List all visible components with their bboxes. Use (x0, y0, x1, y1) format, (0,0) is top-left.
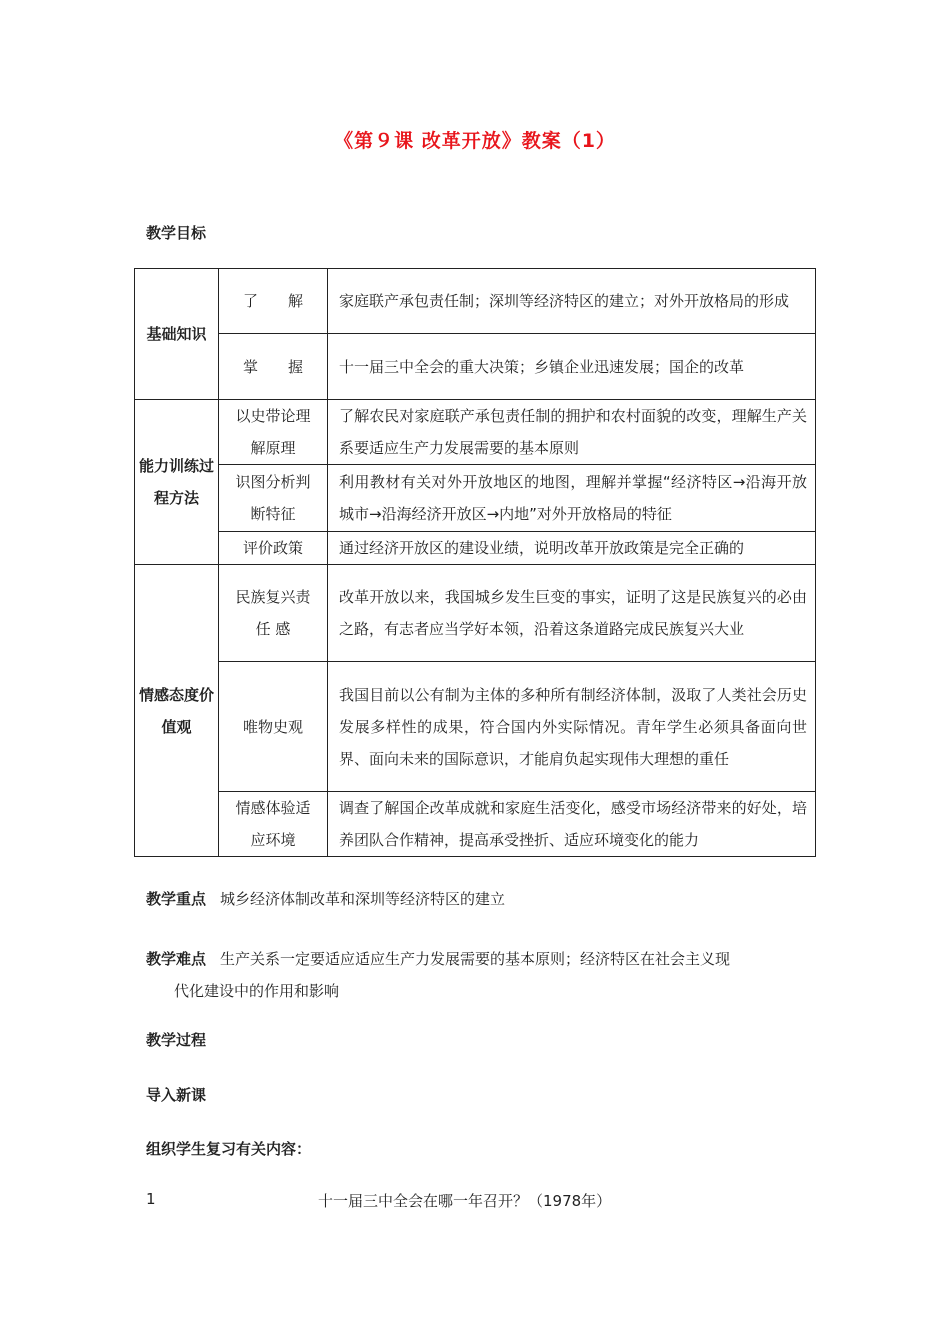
table-row (135, 334, 816, 400)
table-row (135, 792, 816, 857)
content-cell: 了解农民对家庭联产承包责任制的拥护和农村面貌的改变，理解生产关系要适应生产力发展需要的基本原则 (328, 400, 816, 465)
content-cell: 家庭联产承包责任制；深圳等经济特区的建立；对外开放格局的形成 (328, 269, 816, 334)
key-points (146, 888, 505, 909)
difficulties-text: 生产关系一定要适应适应生产力发展需要的基本原则；经济特区在社会主义现 (220, 950, 731, 968)
process-heading: 教学过程 (146, 1031, 207, 1049)
subcategory-cell: 了 解 (219, 269, 328, 334)
question-number: 1 (146, 1190, 156, 1208)
subcategory-cell: 以史带论理解原理 (219, 400, 328, 465)
key-points-label: 教学重点 (146, 890, 207, 908)
content-cell: 改革开放以来，我国城乡发生巨变的事实，证明了这是民族复兴的必由之路，有志者应当学好本领，沿着这条道路完成民族复兴大业 (328, 565, 816, 662)
subcategory-cell: 掌 握 (219, 334, 328, 400)
category-cell: 情感态度价值观 (135, 565, 219, 857)
table-row (135, 662, 816, 792)
subcategory-cell: 民族复兴责任 感 (219, 565, 328, 662)
difficulties-text-continued: 代化建设中的作用和影响 (174, 982, 340, 1000)
objectives-table (134, 268, 816, 857)
difficulties (146, 943, 806, 1007)
difficulties-label: 教学难点 (146, 950, 207, 968)
subcategory-cell: 唯物史观 (219, 662, 328, 792)
table-row (135, 565, 816, 662)
subcategory-cell: 情感体验适应环境 (219, 792, 328, 857)
content-cell: 调查了解国企改革成就和家庭生活变化，感受市场经济带来的好处，培养团队合作精神，提高承受挫折、适应环境变化的能力 (328, 792, 816, 857)
lesson-title: 《第９课 改革开放》教案（1） (334, 130, 616, 152)
objectives-heading: 教学目标 (146, 224, 207, 242)
content-cell: 我国目前以公有制为主体的多种所有制经济体制，汲取了人类社会历史发展多样性的成果，符合国内外实际情况。青年学生必须具备面向世界、面向未来的国际意识，才能肩负起实现伟大理想的重任 (328, 662, 816, 792)
category-cell: 能力训练过程方法 (135, 400, 219, 565)
key-points-text: 城乡经济体制改革和深圳等经济特区的建立 (220, 890, 506, 908)
content-cell: 十一届三中全会的重大决策；乡镇企业迅速发展；国企的改革 (328, 334, 816, 400)
content-cell: 利用教材有关对外开放地区的地图，理解并掌握“经济特区→沿海开放城市→沿海经济开放区→内地”对外开放格局的特征 (328, 465, 816, 532)
table-row (135, 400, 816, 465)
question-text: 十一届三中全会在哪一年召开？（1978年） (318, 1192, 612, 1210)
subcategory-cell: 评价政策 (219, 532, 328, 565)
category-cell: 基础知识 (135, 269, 219, 400)
table-row (135, 532, 816, 565)
table-row (135, 269, 816, 334)
intro-heading: 导入新课 (146, 1086, 207, 1104)
content-cell: 通过经济开放区的建设业绩，说明改革开放政策是完全正确的 (328, 532, 816, 565)
subcategory-cell: 识图分析判断特征 (219, 465, 328, 532)
table-row (135, 465, 816, 532)
review-heading: 组织学生复习有关内容： (146, 1140, 312, 1158)
